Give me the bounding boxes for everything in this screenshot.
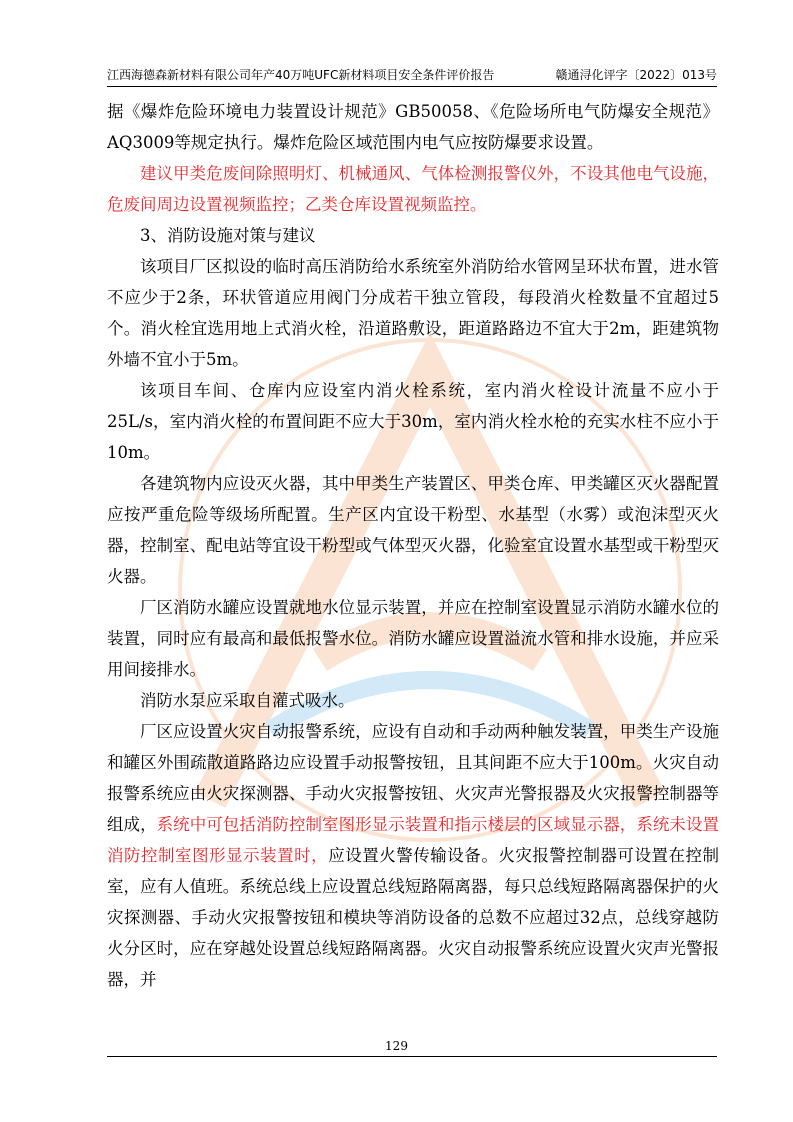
highlighted-text: 建议甲类危废间除照明灯、机械通风、气体检测报警仪外，不设其他电气设施，危废间周边设置视频监控；乙类仓库设置视频监控。 <box>107 164 719 214</box>
body-paragraph <box>107 468 719 592</box>
paragraph-text: 应设置火警传输设备。火灾报警控制器可设置在控制室，应有人值班。系统总线上应设置总线短路隔离器，每只总线短路隔离器保护的火灾探测器、手动火灾报警按钮和模块等消防设备的总数不应超过32点，总线穿越防火分区时，应在穿越处设置总线短路隔离器。火灾自动报警系统应设置火灾声光警报器，并 <box>107 846 720 989</box>
highlighted-text: 系统中可包括消防控制室图形显示装置和指示楼层的区域显示器，系统未设置消防控制室图形显示装置时， <box>107 815 719 865</box>
body-paragraph <box>107 685 719 716</box>
page-number: 129 <box>385 1039 408 1053</box>
header-divider <box>107 86 717 87</box>
paragraph-text: 3、消防设施对策与建议 <box>140 226 316 245</box>
header-report-title: 江西海德森新材料有限公司年产40万吨UFC新材料项目安全条件评价报告 <box>107 68 495 82</box>
body-paragraph <box>107 716 719 995</box>
paragraph-text: 厂区消防水罐应设置就地水位显示装置，并应在控制室设置显示消防水罐水位的装置，同时应有最高和最低报警水位。消防水罐应设置溢流水管和排水设施，并应采用间接排水。 <box>107 598 719 679</box>
paragraph-text: 该项目车间、仓库内应设室内消火栓系统，室内消火栓设计流量不应小于25L/s，室内消火栓的布置间距不应大于30m，室内消火栓水枪的充实水柱不应小于10m。 <box>107 381 719 462</box>
body-paragraph <box>107 375 719 468</box>
footer-divider <box>107 1056 717 1057</box>
body-paragraph <box>107 158 719 220</box>
paragraph-text: 该项目厂区拟设的临时高压消防给水系统室外消防给水管网呈环状布置，进水管不应少于2条，环状管道应用阀门分成若干独立管段，每段消火栓数量不宜超过5个。消火栓宜选用地上式消火栓，沿道路敷设，距道路路边不宜大于2m，距建筑物外墙不宜小于5m。 <box>107 257 719 369</box>
body-paragraph <box>107 96 719 158</box>
paragraph-text: 据《爆炸危险环境电力装置设计规范》GB50058、《危险场所电气防爆安全规范》AQ3009等规定执行。爆炸危险区域范围内电气应按防爆要求设置。 <box>107 102 719 152</box>
document-body <box>107 96 719 995</box>
paragraph-text: 消防水泵应采取自灌式吸水。 <box>140 691 355 710</box>
paragraph-text: 各建筑物内应设灭火器，其中甲类生产装置区、甲类仓库、甲类罐区灭火器配置应按严重危险等级场所配置。生产区内宜设干粉型、水基型（水雾）或泡沫型灭火器，控制室、配电站等宜设干粉型或气体型灭火器，化验室宜设置水基型或干粉型灭火器。 <box>107 474 719 586</box>
header-report-number: 赣通浔化评字〔2022〕013号 <box>555 68 717 82</box>
page-header <box>107 66 717 84</box>
paragraph-text: 厂区应设置火灾自动报警系统，应设有自动和手动两种触发装置，甲类生产设施和罐区外围疏散道路路边应设置手动报警按钮，且其间距不应大于100m。火灾自动报警系统应由火灾探测器、手动火灾报警按钮、火灾声光警报器及火灾报警控制器等组成， <box>107 722 719 834</box>
body-paragraph <box>107 592 719 685</box>
body-paragraph <box>107 220 719 251</box>
body-paragraph <box>107 251 719 375</box>
